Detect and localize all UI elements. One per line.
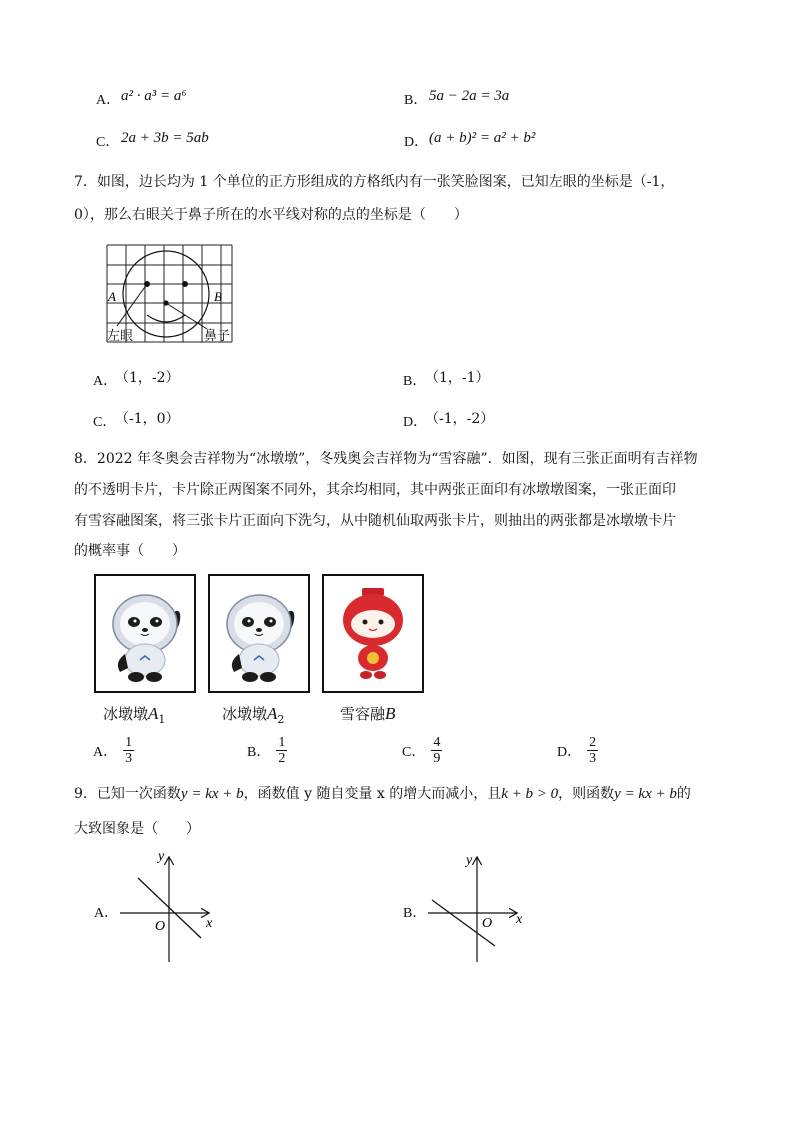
x-axis-label: x [206,916,213,931]
q6-option-d-label: D． [404,135,429,150]
q8-option-d: D． $\frac{2}{3}$ [557,735,597,766]
q9-graph-b [428,850,528,965]
y-axis-label: y [466,853,473,868]
q7-option-b-text: （1，-1） [425,370,490,386]
q8-stem-line4: 的概率事（ ） [74,543,186,559]
left-eye-label: 左眼 [107,329,134,344]
q7-option-d-label: D． [403,415,428,430]
face-circle [123,251,209,337]
shuey-rhon-rhon-image [324,576,422,691]
q6-option-d-expr: (a + b)² = a² + b² [429,130,536,146]
card-caption-a1: 冰墩墩$A_1$ [103,704,166,726]
nose-label: 鼻子 [204,329,231,344]
q9-option-a-label: A． [94,906,119,921]
card-caption-b: 雪容融B [340,704,396,723]
point-a-label: A [108,289,116,304]
q6-option-a-label: A． [96,93,121,108]
q9-option-b-label: B． [403,906,427,921]
card-bing-dwen-dwen-a2 [208,574,310,693]
q9-stem-line1: 9．已知一次函数y = kx + b，函数值 y 随自变量 x 的增大而减小，且k + b > 0，则函数y = kx + b的 [74,786,691,802]
smiley-grid-figure [100,240,250,350]
q9-graph-a [120,850,220,965]
q8-option-c: C． $\frac{4}{9}$ [402,735,441,766]
q7-stem-line2: 0），那么右眼关于鼻子所在的水平线对称的点的坐标是（ ） [74,207,468,223]
bing-dwen-dwen-image [210,576,308,691]
q8-stem-line1: 8．2022 年冬奥会吉祥物为“冰墩墩”，冬残奥会吉祥物为“雪容融”．如图，现有三张正面明有吉祥物 [74,451,698,467]
q8-stem-line3: 有雪容融图案，将三张卡片正面向下洗匀，从中随机仙取两张卡片，则抽出的两张都是冰墩墩卡片 [74,513,676,529]
q6-option-a-expr: a² · a³ = a⁶ [121,88,187,104]
q7-option-c-label: C． [93,415,117,430]
q7-stem-line1: 7．如图，边长均为 1 个单位的正方形组成的方格纸内有一张笑脸图案，已知左眼的坐标是（-1， [74,174,675,190]
q7-option-d-text: （-1，-2） [425,411,495,427]
q6-option-b-expr: 5a − 2a = 3a [429,88,510,104]
card-shuey-rhon-rhon-b [322,574,424,693]
q7-option-a-label: A． [93,374,118,389]
point-b-label: B [214,289,222,304]
q6-option-c-label: C． [96,135,120,150]
q9-stem-line2: 大致图象是（ ） [74,821,200,837]
y-axis-label: y [158,850,165,864]
q7-option-c-text: （-1，0） [115,411,180,427]
q8-option-a: A． $\frac{1}{3}$ [93,735,133,766]
q6-option-c-expr: 2a + 3b = 5ab [121,130,209,146]
q6-option-b-label: B． [404,93,428,108]
mouth-arc [147,315,185,322]
card-bing-dwen-dwen-a1 [94,574,196,693]
q8-stem-line2: 的不透明卡片，卡片除正两图案不同外，其余均相同，其中两张正面印有冰墩墩图案，一张正面印 [74,482,676,498]
q8-option-b: B． $\frac{1}{2}$ [247,735,286,766]
origin-label: O [482,916,493,931]
q7-option-a-text: （1，-2） [115,370,180,386]
card-caption-a2: 冰墩墩$A_2$ [222,704,285,726]
q7-option-b-label: B． [403,374,427,389]
bing-dwen-dwen-image [96,576,194,691]
right-eye-dot [182,281,188,287]
nose-pointer [166,303,207,329]
origin-label: O [155,919,166,934]
x-axis-label: x [516,912,523,927]
